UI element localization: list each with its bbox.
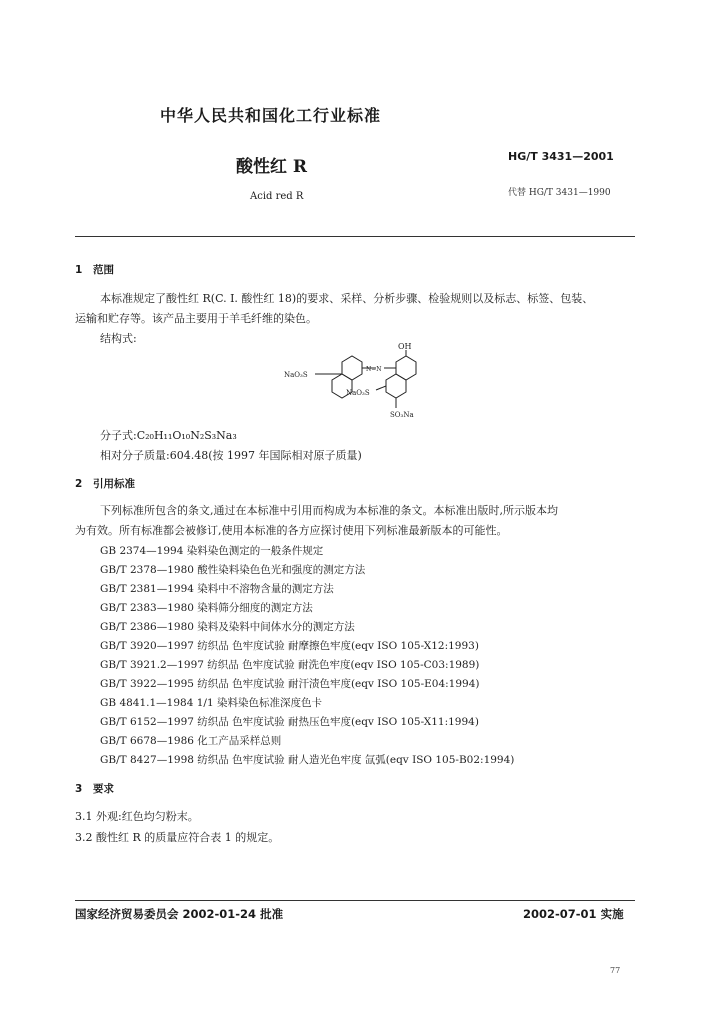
approval-date: 国家经济贸易委员会 2002-01-24 批准 xyxy=(75,907,284,921)
naphthalene-right-ring-b xyxy=(386,374,406,398)
ref-item: GB/T 2383—1980 染料筛分细度的测定方法 xyxy=(100,602,313,614)
ref-item: GB 4841.1—1984 1/1 染料染色标准深度色卡 xyxy=(100,697,322,709)
section-1-para-line1: 本标准规定了酸性红 R(C. I. 酸性红 18)的要求、采样、分析步骤、检验规则以及标志、标签、包装、 xyxy=(100,292,594,305)
ref-item: GB/T 3922—1995 纺织品 色牢度试验 耐汗渍色牢度(eqv ISO 105-E04:1994) xyxy=(100,678,480,690)
structural-formula xyxy=(280,340,440,425)
ref-item: GB/T 8427—1998 纺织品 色牢度试验 耐人造光色牢度 氙弧(eqv ISO 105-B02:1994) xyxy=(100,754,515,766)
section-1-para-line2: 运输和贮存等。该产品主要用于羊毛纤维的染色。 xyxy=(75,312,317,325)
section-2-para-line2: 为有效。所有标准都会被修订,使用本标准的各方应探讨使用下列标准最新版本的可能性。 xyxy=(75,524,508,537)
effective-date: 2002-07-01 实施 xyxy=(523,907,624,921)
naso3-left-label: NaO₃S xyxy=(284,371,308,379)
oh-label: OH xyxy=(398,342,412,351)
so3na-label: SO₃Na xyxy=(390,411,414,419)
standard-number: HG/T 3431—2001 xyxy=(508,150,614,163)
ref-item: GB/T 2378—1980 酸性染料染色色光和强度的测定方法 xyxy=(100,564,366,576)
section-2-para-line1: 下列标准所包含的条文,通过在本标准中引用而构成为本标准的条文。本标准出版时,所示版本均 xyxy=(100,504,558,517)
naso3-mid-label: NaO₃S xyxy=(346,389,370,397)
requirement-3-2: 3.2 酸性红 R 的质量应符合表 1 的规定。 xyxy=(75,831,280,844)
section-2-heading: 2 引用标准 xyxy=(75,478,135,490)
header-rule xyxy=(75,236,635,237)
section-1-heading: 1 范围 xyxy=(75,264,114,276)
ref-item: GB/T 3921.2—1997 纺织品 色牢度试验 耐洗色牢度(eqv ISO 105-C03:1989) xyxy=(100,659,480,671)
footer-rule xyxy=(75,900,635,901)
ref-item: GB/T 6152—1997 纺织品 色牢度试验 耐热压色牢度(eqv ISO 105-X11:1994) xyxy=(100,716,479,728)
bond-naso3-mid xyxy=(376,386,386,390)
molecular-formula: 分子式:C₂₀H₁₁O₁₀N₂S₃Na₃ xyxy=(100,429,237,442)
structure-label: 结构式: xyxy=(100,332,137,345)
replaces-note: 代替 HG/T 3431—1990 xyxy=(508,188,611,198)
ref-item: GB/T 3920—1997 纺织品 色牢度试验 耐摩擦色牢度(eqv ISO 105-X12:1993) xyxy=(100,640,479,652)
org-title: 中华人民共和国化工行业标准 xyxy=(160,106,382,125)
ref-item: GB/T 6678—1986 化工产品采样总则 xyxy=(100,735,282,747)
section-3-heading: 3 要求 xyxy=(75,783,114,795)
molecular-mass: 相对分子质量:604.48(按 1997 年国际相对原子质量) xyxy=(100,449,362,462)
ref-item: GB 2374—1994 染料染色测定的一般条件规定 xyxy=(100,545,324,557)
naphthalene-left-ring-a xyxy=(342,356,362,380)
ref-item: GB/T 2381—1994 染料中不溶物含量的测定方法 xyxy=(100,583,334,595)
ref-item: GB/T 2386—1980 染料及染料中间体水分的测定方法 xyxy=(100,621,355,633)
requirement-3-1: 3.1 外观:红色均匀粉末。 xyxy=(75,810,199,823)
page-number: 77 xyxy=(610,966,621,975)
naphthalene-right-ring-a xyxy=(396,356,416,380)
doc-title-en: Acid red R xyxy=(250,191,304,202)
azo-label: N=N xyxy=(366,366,382,373)
doc-title: 酸性红 R xyxy=(236,157,308,177)
